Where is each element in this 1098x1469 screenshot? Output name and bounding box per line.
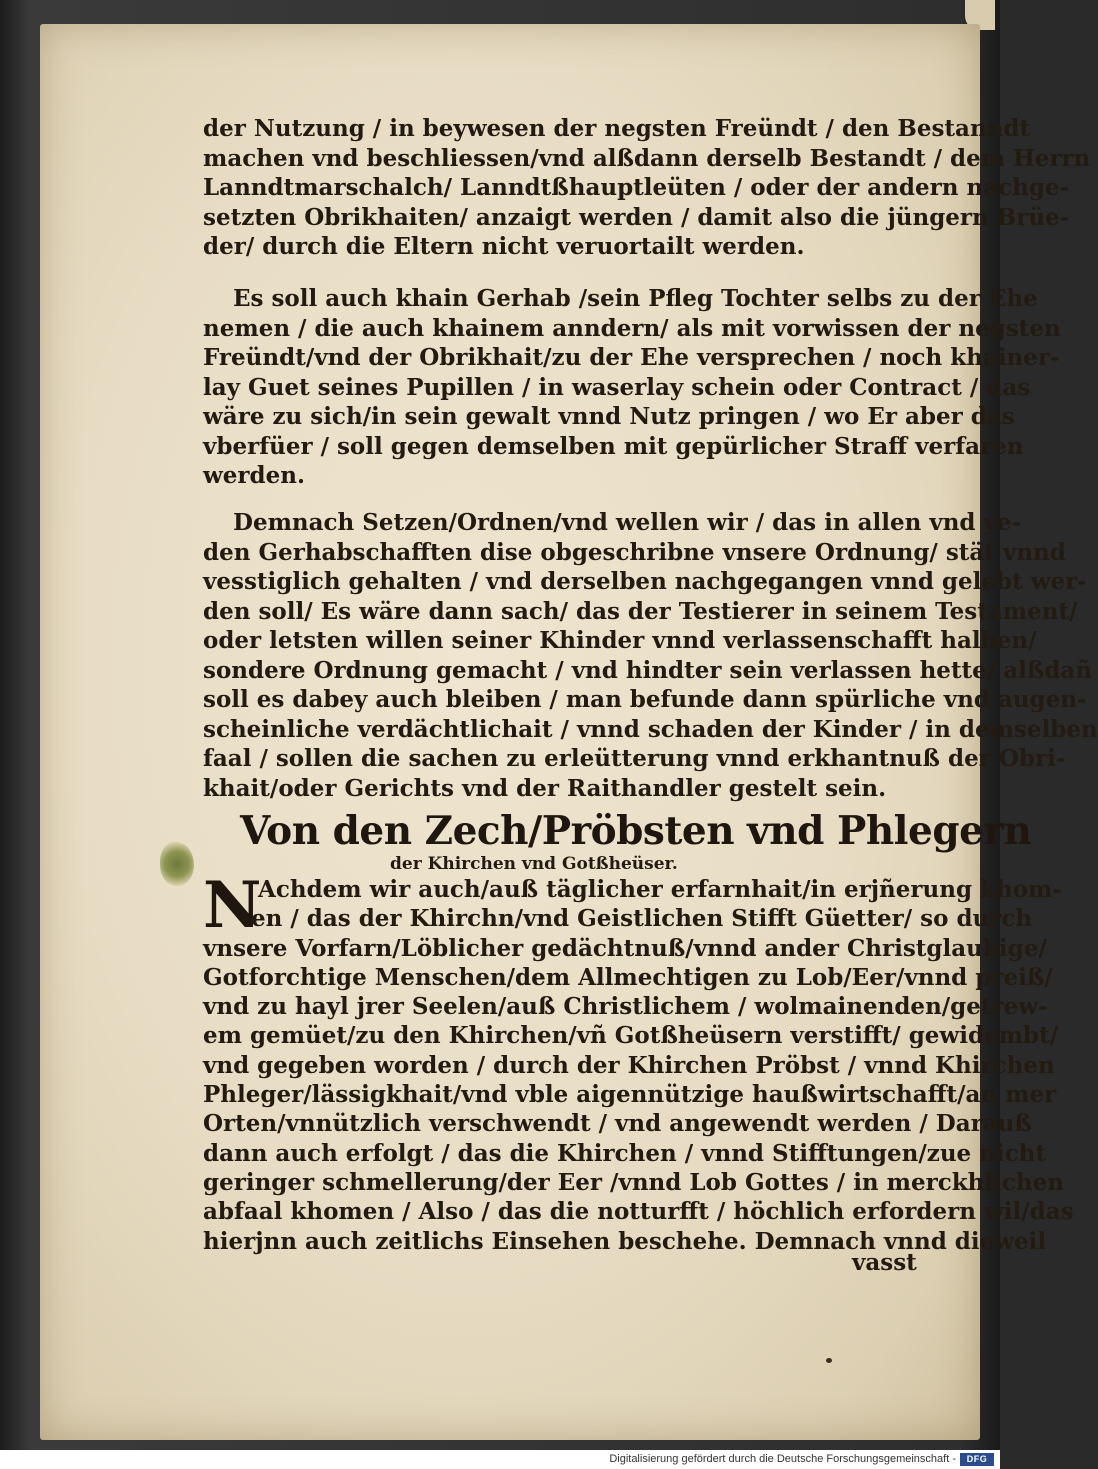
text-line: geringer schmellerung/der Eer /vnnd Lob Gottes / in merckhlichen — [203, 1168, 1064, 1196]
catchword: vasst — [852, 1249, 917, 1276]
text-line: der Nutzung / in beywesen der negsten Freündt / den Bestanndt — [203, 115, 1031, 142]
paragraph-2 — [203, 284, 1061, 491]
text-line: Orten/vnnützlich verschwendt / vnd angewendt werden / Darauß — [203, 1110, 1032, 1138]
text-line: wäre zu sich/in sein gewalt vnnd Nutz pringen / wo Er aber das — [203, 403, 1015, 430]
text-line: lay Guet seines Pupillen / in waserlay schein oder Contract / das — [203, 373, 1031, 401]
text-line: den soll/ Es wäre dann sach/ das der Testierer in seinem Testament/ — [203, 597, 1078, 625]
text-line: Demnach Setzen/Ordnen/vnd wellen wir / das in allen vnd ye- — [233, 509, 1022, 536]
drop-initial: N — [203, 868, 262, 943]
text-line: dann auch erfolgt / das die Khirchen / vnnd Stifftungen/zue nicht — [203, 1139, 1046, 1167]
text-line: nemen / die auch khainem anndern/ als mit vorwissen der negsten — [203, 314, 1061, 342]
text-line: Es soll auch khain Gerhab /sein Pfleg Tochter selbs zu der Ehe — [233, 285, 1038, 312]
text-line: Gotforchtige Menschen/dem Allmechtigen zu Lob/Eer/vnnd preiß/ — [203, 963, 1053, 991]
text-line: den Gerhabschafften dise obgeschribne vnsere Ordnung/ stät vnnd — [203, 538, 1066, 566]
text-line: scheinliche verdächtlichait / vnnd schaden der Kinder / in demselben — [203, 715, 1098, 743]
text-line: setzten Obrikhaiten/ anzaigt werden / damit also die jüngern Brüe- — [203, 203, 1070, 231]
text-line: vnd gegeben worden / durch der Khirchen Pröbst / vnnd Khirchen — [203, 1051, 1055, 1079]
ink-dot — [826, 1358, 832, 1363]
paragraph-4 — [203, 868, 1074, 1256]
text-line: en / das der Khirchn/vnd Geistlichen Stifft Güetter/ so durch — [251, 905, 1033, 933]
text-line: machen vnd beschliessen/vnd alßdann derselb Bestandt / dem Herrn — [203, 144, 1091, 172]
paragraph-3 — [203, 508, 1098, 803]
text-line: em gemüet/zu den Khirchen/vñ Gotßheüsern verstifft/ gewidembt/ — [203, 1022, 1059, 1050]
text-line: Phleger/lässigkhait/vnd vble aigennützige haußwirtschafft/an mer — [203, 1081, 1057, 1109]
ink-stain — [160, 842, 194, 886]
text-line: der/ durch die Eltern nicht veruortailt werden. — [203, 233, 805, 260]
text-line: hierjnn auch zeitlichs Einsehen beschehe. Demnach vnnd dieweil — [203, 1227, 1047, 1255]
text-line: vesstiglich gehalten / vnd derselben nachgegangen vnnd gelebt wer- — [203, 568, 1087, 595]
text-line: vnd zu hayl jrer Seelen/auß Christlichem / wolmainenden/getrew- — [203, 993, 1048, 1021]
text-line: vnsere Vorfarn/Löblicher gedächtnuß/vnnd ander Christglaubige/ — [203, 934, 1047, 962]
text-line: soll es dabey auch bleiben / man befunde dann spürliche vnd augen- — [203, 686, 1087, 713]
text-line: Achdem wir auch/auß täglicher erfarnhait/in erjñerung khom- — [258, 876, 1062, 903]
text-line: faal / sollen die sachen zu erleütterung vnnd erkhantnuß der Obri- — [203, 745, 1066, 772]
section-heading: Von den Zech/Pröbsten vnd Phlegern — [240, 808, 1032, 854]
funding-credit: Digitalisierung gefördert durch die Deutsche Forschungsgemeinschaft - — [609, 1453, 956, 1465]
text-line: abfaal khomen / Also / das die notturfft / höchlich erfordern wil/das — [203, 1198, 1074, 1226]
text-line: Lanndtmarschalch/ Lanndtßhauptleüten / oder der andern nachge- — [203, 174, 1070, 201]
text-line: werden. — [203, 462, 305, 489]
footer-bar — [0, 1450, 1000, 1469]
section-subheading: der Khirchen vnd Gotßheüser. — [390, 854, 678, 874]
text-line: oder letsten willen seiner Khinder vnnd verlassenschafft halben/ — [203, 627, 1037, 654]
text-line: vberfüer / soll gegen demselben mit gepürlicher Straff verfaren — [203, 432, 1024, 460]
dfg-logo: DFG — [960, 1453, 994, 1466]
text-line: khait/oder Gerichts vnd der Raithandler gestelt sein. — [203, 774, 887, 802]
paragraph-1 — [203, 114, 1091, 262]
text-line: sondere Ordnung gemacht / vnd hindter sein verlassen hette/ alßdañ — [203, 656, 1093, 684]
text-line: Freündt/vnd der Obrikhait/zu der Ehe versprechen / noch khainer- — [203, 344, 1060, 371]
